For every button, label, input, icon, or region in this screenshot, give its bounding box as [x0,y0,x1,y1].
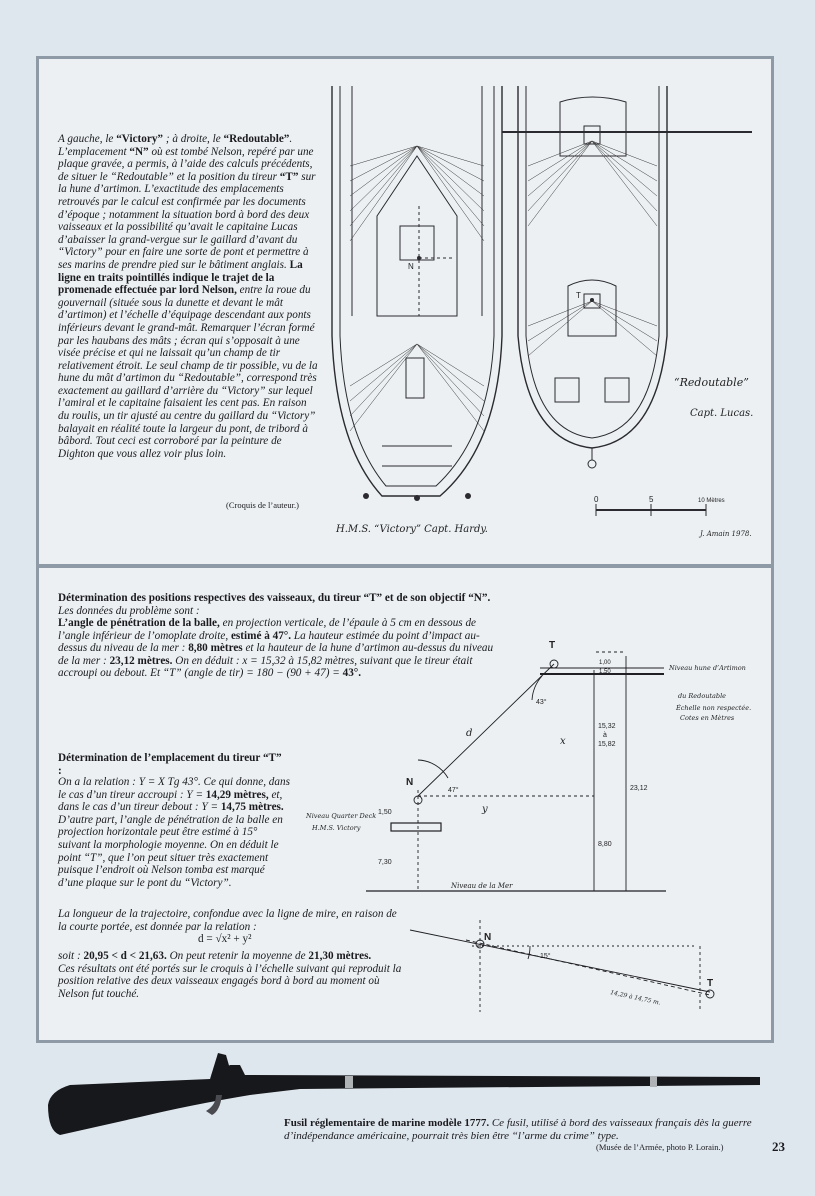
plan-signature: J. Amain 1978. [700,530,752,538]
formula: d = √x² + y² [198,933,252,946]
sketch-credit: (Croquis de l’auteur.) [226,500,299,510]
photo-credit: (Musée de l’Armée, photo P. Lorain.) [596,1142,724,1152]
scale-10: 10 Mètres [698,498,725,504]
lucas-label: Capt. Lucas. [690,408,754,419]
plan-mark-t: T [576,291,581,300]
value-15-32: 15,32 [598,723,616,730]
sea-level-label: Niveau de la Mer [451,882,513,890]
label-d: d [466,728,473,739]
label-x: x [560,736,566,747]
plan-mark-n: N [408,262,414,271]
hune-label-1: Niveau hune d’Artimon [669,664,746,672]
echelle-note: Échelle non respectée. [676,704,752,712]
value-1-50: 1,50 [378,809,392,816]
result-text: soit : 20,95 < d < 21,63. On peut retenir la moyenne de 21,30 mètres. Ces résultats ont été portés sur le croquis à l’échelle suivant qui reproduit la position relative des deux vaisseaux engagés bord à bord au moment où Nelson fut touché. [58,950,402,1000]
trajectory-text: La longueur de la trajectoire, confondue avec la ligne de mire, en raison de la courte portée, est donnée par la relation : d = √x² + y² [58,908,397,946]
victory-label: H.M.S. “Victory” Capt. Hardy. [336,524,488,535]
musket-caption: Fusil réglementaire de marine modèle 1777. Ce fusil, utilisé à bord des vaisseaux français dès la guerre d’indépendance américaine, pourrait très bien être “l’arme du crime” type. [284,1117,752,1142]
plan-diagram-n: N [484,932,492,943]
positions-heading: Détermination des positions respectives des vaisseaux, du tireur “T” et de son objectif “N”. Les données du problème sont : [58,592,491,617]
top-caption-text: A gauche, le “Victory” ; à droite, le “Redoutable”. L’emplacement “N” où est tombé Nelson, repéré par une plaque gravée, a permis, à l’aide des calculs précédents, de situer le “Redoutable” et la position du tireur “T” sur la hune d’artimon. L’exactitude des emplacements retrouvés par le calcul est confirmée par les documents d’époque ; notamment la situation bord à bord des deux vaisseaux et la possibilité qu’avait le capitaine Lucas d’abaisser la grand-vergue sur le gaillard d’avant du “Victory” pour en faire une sorte de pont et permettre à ses marins de prendre pied sur le bâtiment anglais. La ligne en traits pointillés indique le trajet de la promenade effectuée par lord Nelson, entre la roue du gouvernail (située sous la dunette et devant le mât d’artimon) et l’échelle d’équipage descendant aux ponts inférieurs devant le grand-mât. Remarquer l’écran formé par les haubans des mâts ; écran qui s’opposait à une visée précise et qui ne laissait qu’un champ de tir relativement étroit. Le seul champ de tir possible, vu de la hune du mât d’artimon du “Redoutable”, correspond très exactement au gaillard d’arrière du “Victory” sur lequel l’amiral et le capitaine faisaient les cent pas. En raison du roulis, un tir ajusté au centre du gaillard du “Victory” balayait en réalité toute la largeur du pont, de tribord à bâbord. Tout ceci est corroboré par la peinture de Dighton que vous allez voir plus loin. [58,133,318,460]
page-number: 23 [772,1139,785,1154]
elevation-diagram [306,640,756,910]
scale-0: 0 [594,495,599,504]
value-1-00: 1,00 [599,660,611,666]
redoutable-label: “Redoutable” [674,376,749,389]
scale-5: 5 [649,495,654,504]
value-8-80: 8,80 [598,841,612,848]
value-1-50-top: 1,50 [599,669,611,675]
shooter-text: On a la relation : Y = X Tg 43°. Ce qui donne, dans le cas d’un tireur accroupi : Y = 14,29 mètres, et, dans le cas d’un tireur debout : Y = 14,75 mètres. D’autre part, l’angle de pénétration de la balle en projection horizontale peut être estimé à 15° suivant la morphologie moyenne. On en déduit le point “T”, que l’on peut situer très exactement puisque l’endroit où Nelson tomba est marqué d’une plaque sur le pont du “Victory”. [58,776,290,889]
diagram-n: N [406,777,414,788]
quarter-deck-label-2: H.M.S. Victory [312,824,361,832]
label-y: y [482,804,488,815]
screen-note: Remarquer l’écran formé par les haubans des mâts ; écran qui s’opposait à une visée précise et qui ne laissait qu’un champ de tir relativement étroit. Le seul champ de tir possible, vu de la hune du mât d’artimon du “Redoutable”, correspond très exactement au gaillard d’arrière du “Victory” sur lequel l’amiral et le capitaine faisaient les cent pas. En raison du roulis, un tir ajusté au centre du gaillard du “Victory” balayait en réalité toute la largeur du pont, de tribord à bâbord. Tout ceci est corroboré par la peinture de Dighton que vous allez voir plus loin. [58,321,318,460]
shooter-heading: Détermination de l’emplacement du tireur “T” : [58,752,282,777]
angle-15: 15° [540,953,551,960]
hune-label-2: du Redoutable [678,692,726,700]
value-23-12: 23,12 [630,785,648,792]
value-15-82: 15,82 [598,741,616,748]
deck-plans [322,86,764,556]
angle-47: 47° [448,787,459,794]
value-a: à [603,732,607,739]
plan-diagram [410,912,750,1022]
value-7-30: 7,30 [378,859,392,866]
cotes-note: Cotes en Mètres [680,714,735,722]
diagram-t: T [549,640,556,651]
quarter-deck-label-1: Niveau Quarter Deck [306,812,377,820]
problem-data: L’angle de pénétration de la balle, en projection verticale, de l’épaule à 5 cm en dessous de l’angle inférieur de l’omoplate droite, estimé à 47°. La hauteur estimée du point d’impact au-dessus du niveau de la mer : 8,80 mètres et la hauteur de la hune d’artimon au-dessus du niveau de la mer : 23,12 mètres. On en déduit : x = 15,32 à 15,82 mètres, suivant que le tireur était accroupi ou debout. Et “T” (angle de tir) = 180 − (90 + 47) = 43°. [58,617,494,680]
span-label: 14,29 à 14,75 m. [609,989,662,1007]
route-note-bold: La ligne en traits pointillés indique le trajet de la promenade effectuée par lord Nelson, [58,258,303,297]
plan-diagram-t: T [707,978,714,989]
angle-43: 43° [536,699,547,706]
